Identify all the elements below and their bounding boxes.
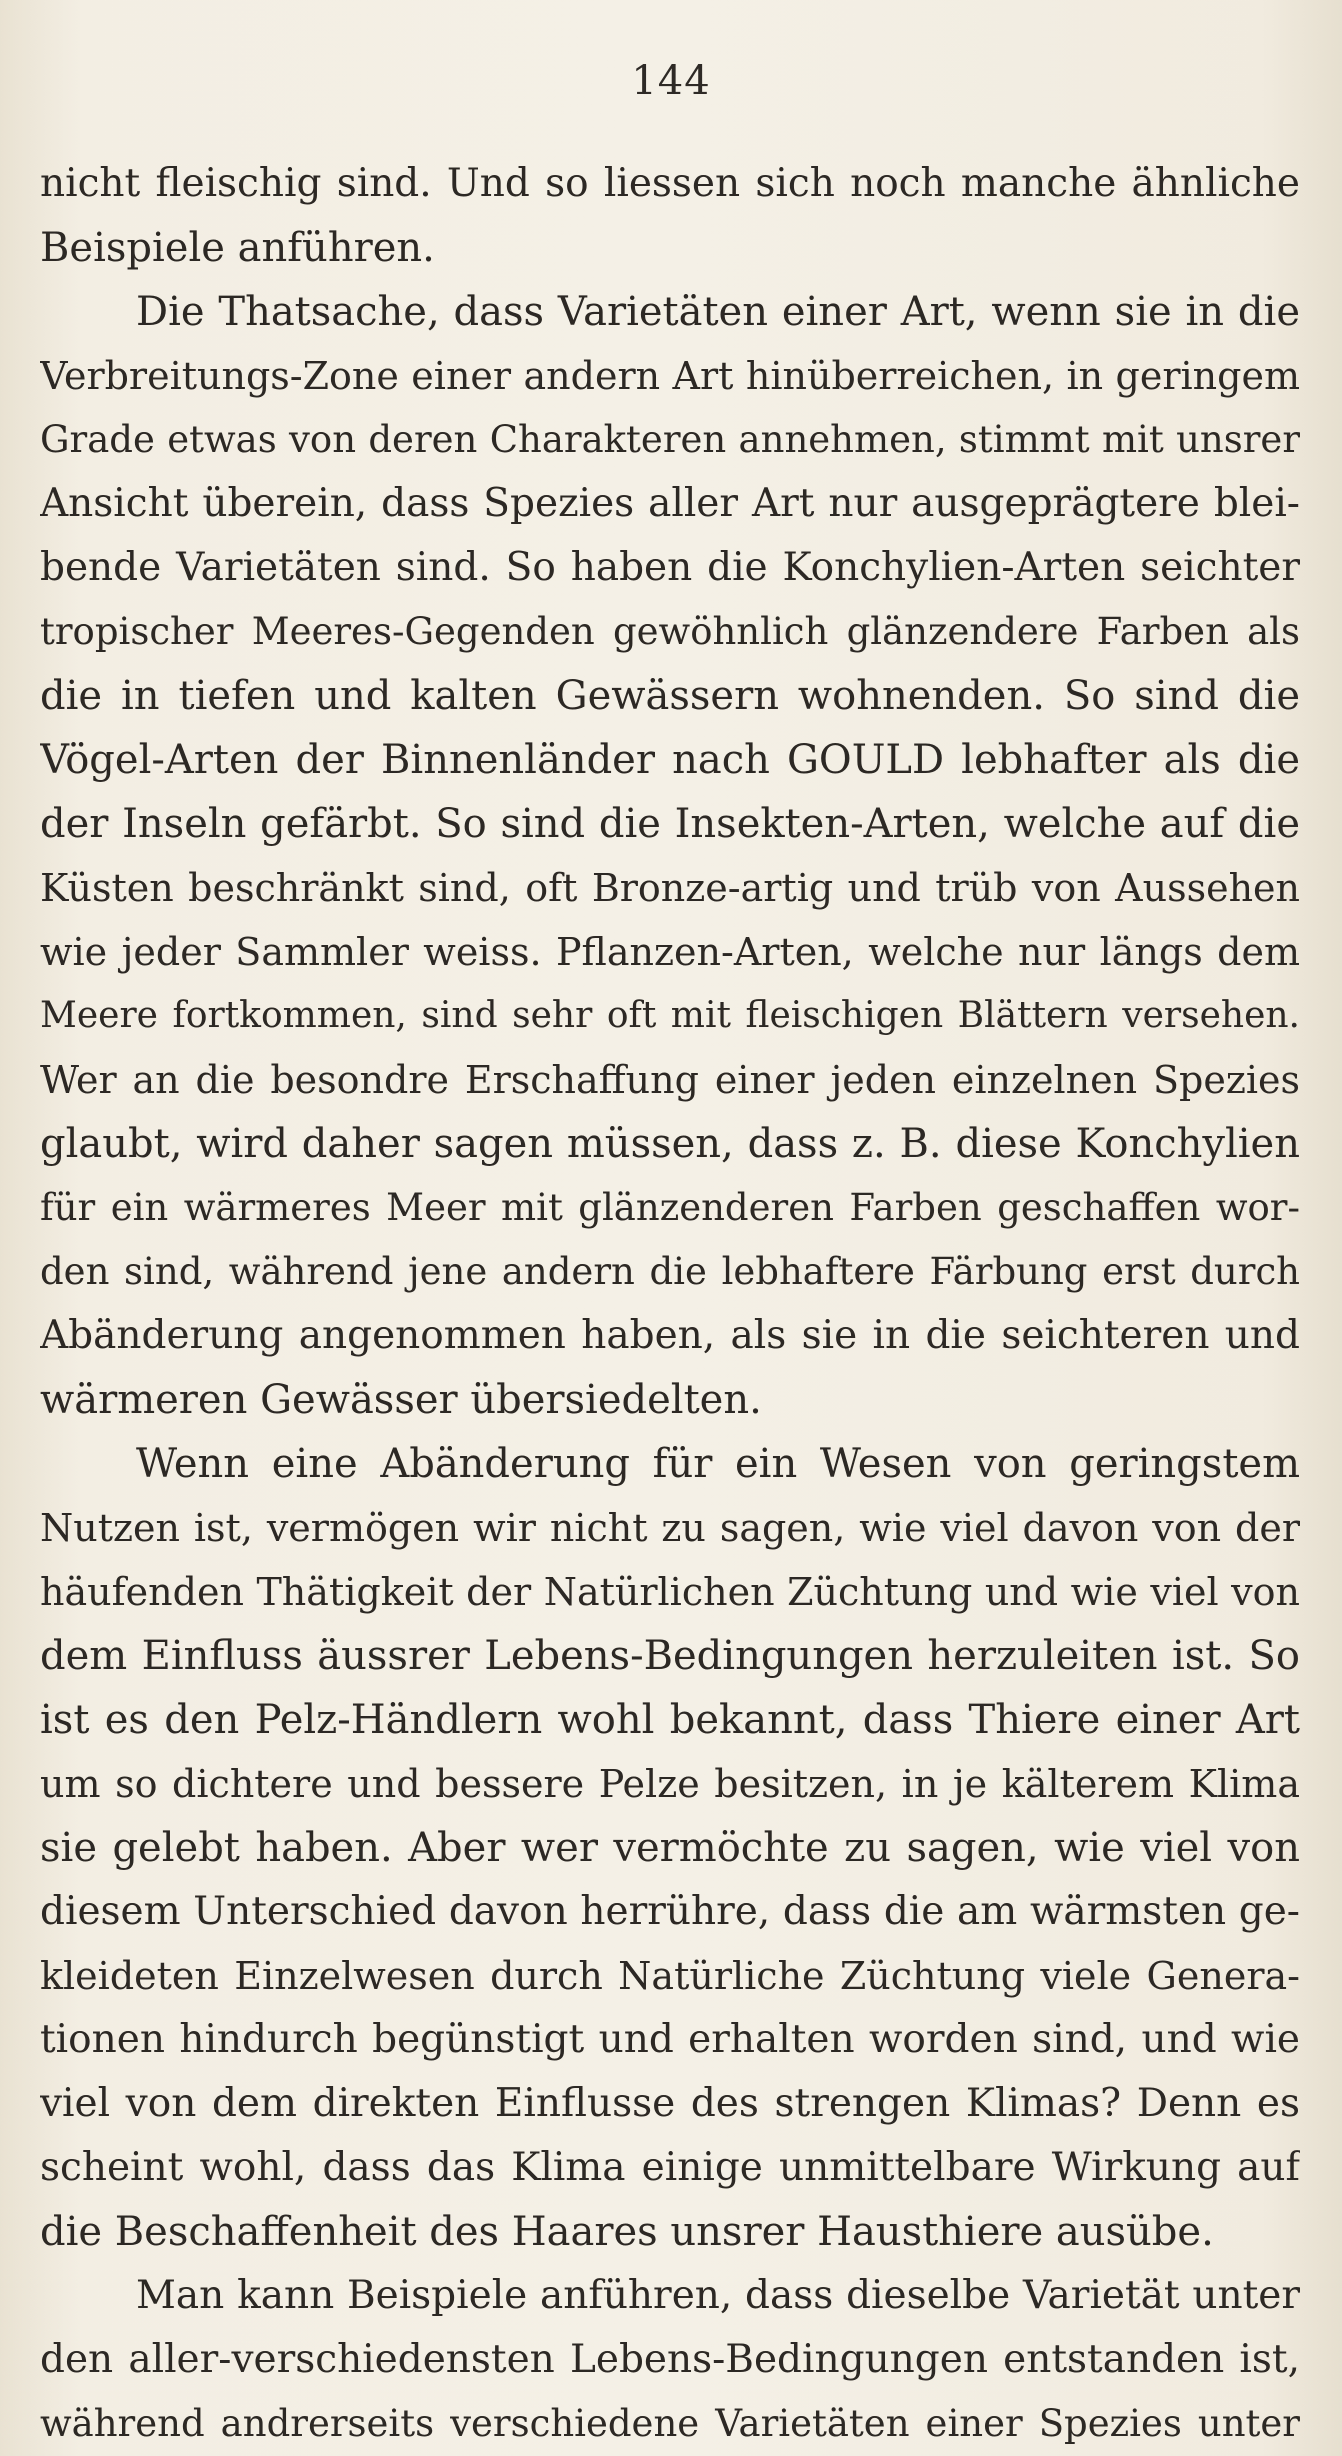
text-line: den aller-verschiedensten Lebens-Bedingungen entstanden ist, xyxy=(40,2337,1300,2382)
text-line: dem Einfluss äussrer Lebens-Bedingungen herzuleiten ist. So xyxy=(40,1633,1300,1679)
text-line: Küsten beschränkt sind, oft Bronze-artig und trüb von Aussehen xyxy=(40,866,1300,910)
text-line: um so dichtere und bessere Pelze besitzen, in je kälterem Klima xyxy=(40,1762,1300,1806)
text-line: viel von dem direkten Einflusse des strengen Klimas? Denn es xyxy=(40,2081,1300,2126)
text-line: Ansicht überein, dass Spezies aller Art nur ausgeprägtere blei- xyxy=(40,481,1300,526)
text-line: die in tiefen und kalten Gewässern wohnenden. So sind die xyxy=(40,673,1300,719)
text-line: häufenden Thätigkeit der Natürlichen Züchtung und wie viel von xyxy=(40,1570,1300,1614)
text-line: ist es den Pelz-Händlern wohl bekannt, dass Thiere einer Art xyxy=(40,1697,1300,1743)
text-line: scheint wohl, dass das Klima einige unmittelbare Wirkung auf xyxy=(40,2145,1300,2190)
text-line: während andrerseits verschiedene Varietäten einer Spezies unter xyxy=(40,2402,1300,2445)
text-line: sie gelebt haben. Aber wer vermöchte zu sagen, wie viel von xyxy=(40,1825,1300,1871)
text-line: Beispiele anführen. xyxy=(40,225,435,271)
text-line: Man kann Beispiele anführen, dass dieselbe Varietät unter xyxy=(136,2273,1300,2318)
text-line: für ein wärmeres Meer mit glänzenderen Farben geschaffen wor- xyxy=(40,1186,1300,1229)
text-line: tionen hindurch begünstigt und erhalten worden sind, und wie xyxy=(40,2017,1300,2062)
text-line: tropischer Meeres-Gegenden gewöhnlich glänzendere Farben als xyxy=(40,610,1300,653)
text-line: wie jeder Sammler weiss. Pflanzen-Arten, welche nur längs dem xyxy=(40,930,1300,974)
text-line: Wer an die besondre Erschaffung einer jeden einzelnen Spezies xyxy=(40,1058,1300,1102)
text-line: diesem Unterschied davon herrühre, dass die am wärmsten ge- xyxy=(40,1889,1300,1934)
text-line: bende Varietäten sind. So haben die Konchylien-Arten seichter xyxy=(40,545,1300,590)
text-line: Wenn eine Abänderung für ein Wesen von geringstem xyxy=(136,1441,1300,1487)
text-line: die Beschaffenheit des Haares unsrer Hausthiere ausübe. xyxy=(40,2209,1214,2255)
text-line: Die Thatsache, dass Varietäten einer Art, wenn sie in die xyxy=(136,289,1300,335)
text-line: kleideten Einzelwesen durch Natürliche Züchtung viele Genera- xyxy=(40,1954,1300,1998)
text-line: Abänderung angenommen haben, als sie in die seichteren und xyxy=(40,1313,1300,1358)
text-line: der Inseln gefärbt. So sind die Insekten-Arten, welche auf die xyxy=(40,801,1300,847)
text-line: wärmeren Gewässer übersiedelten. xyxy=(40,1377,762,1423)
text-line: Grade etwas von deren Charakteren annehmen, stimmt mit unsrer xyxy=(40,418,1300,461)
text-line: den sind, während jene andern die lebhaftere Färbung erst durch xyxy=(40,1250,1300,1293)
text-line: Meere fortkommen, sind sehr oft mit fleischigen Blättern versehen. xyxy=(40,995,1300,1036)
body-text xyxy=(40,152,1300,2456)
text-line: glaubt, wird daher sagen müssen, dass z. B. diese Konchylien xyxy=(40,1121,1300,1167)
page-number: 144 xyxy=(631,58,711,104)
text-line: Vögel-Arten der Binnenländer nach GOULD lebhafter als die xyxy=(40,737,1300,783)
text-line: Nutzen ist, vermögen wir nicht zu sagen, wie viel davon von der xyxy=(40,1506,1300,1550)
text-line: Verbreitungs-Zone einer andern Art hinüberreichen, in geringem xyxy=(40,354,1300,398)
text-line: nicht fleischig sind. Und so liessen sich noch manche ähnliche xyxy=(40,161,1300,206)
